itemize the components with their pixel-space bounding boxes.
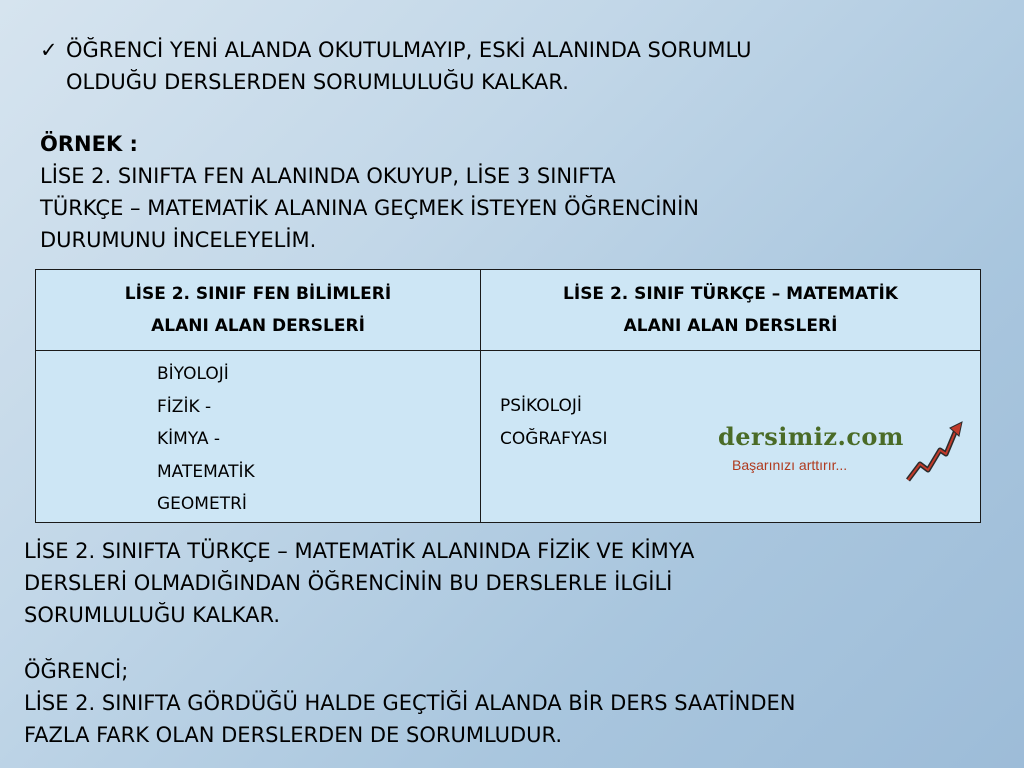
- list-item: GEOMETRİ: [157, 494, 247, 514]
- example-paragraph: [40, 128, 1000, 256]
- col1-cell: [36, 351, 481, 523]
- example-text-2: TÜRKÇE – MATEMATİK ALANINA GEÇMEK İSTEYEN ÖĞRENCİNİN: [40, 196, 700, 220]
- intro-text-1: ÖĞRENCİ YENİ ALANDA OKUTULMAYIP, ESKİ ALANINDA SORUMLU: [66, 38, 752, 62]
- dersimiz-logo: [718, 420, 963, 490]
- student-text-1: LİSE 2. SINIFTA GÖRDÜĞÜ HALDE GEÇTİĞİ ALANDA BİR DERS SAATİNDEN: [24, 691, 796, 715]
- intro-text-2: OLDUĞU DERSLERDEN SORUMLULUĞU KALKAR.: [66, 70, 569, 94]
- logo-subtitle: Başarınızı arttırır...: [732, 457, 848, 473]
- conclusion-paragraph: [24, 535, 1014, 631]
- list-item: FİZİK -: [157, 396, 212, 417]
- table-header-row: [36, 270, 981, 351]
- student-heading: ÖĞRENCİ;: [24, 659, 129, 683]
- checkmark-icon: ✓: [40, 38, 58, 62]
- col2-header-line: LİSE 2. SINIF TÜRKÇE – MATEMATİK: [563, 284, 898, 304]
- conclusion-text-3: SORUMLULUĞU KALKAR.: [24, 603, 281, 627]
- col1-list: [37, 352, 479, 521]
- list-item: PSİKOLOJİ: [500, 396, 582, 416]
- list-item: BİYOLOJİ: [157, 364, 229, 384]
- col1-header-line: ALANI ALAN DERSLERİ: [151, 316, 365, 336]
- col1-header-line: LİSE 2. SINIF FEN BİLİMLERİ: [124, 284, 392, 304]
- example-text-1: LİSE 2. SINIFTA FEN ALANINDA OKUYUP, LİSE 3 SINIFTA: [40, 164, 616, 188]
- list-item: MATEMATİK: [157, 461, 255, 482]
- intro-paragraph: [40, 34, 1000, 98]
- intro-line-1: [40, 34, 1000, 66]
- logo-title: dersimiz.com: [718, 422, 904, 451]
- example-heading: ÖRNEK :: [40, 132, 138, 156]
- student-text-2: FAZLA FARK OLAN DERSLERDEN DE SORUMLUDUR.: [24, 723, 563, 747]
- rising-arrow-icon: [904, 420, 964, 486]
- col1-header: [36, 270, 481, 351]
- list-item: COĞRAFYASI: [500, 428, 608, 449]
- example-text-3: DURUMUNU İNCELEYELİM.: [40, 228, 317, 252]
- col2-header-line: ALANI ALAN DERSLERİ: [623, 316, 838, 336]
- list-item: KİMYA -: [157, 429, 221, 449]
- col2-header: [481, 270, 981, 351]
- student-paragraph: [24, 655, 1014, 751]
- conclusion-text-2: DERSLERİ OLMADIĞINDAN ÖĞRENCİNİN BU DERSLERLE İLGİLİ: [24, 571, 673, 595]
- conclusion-text-1: LİSE 2. SINIFTA TÜRKÇE – MATEMATİK ALANINDA FİZİK VE KİMYA: [24, 539, 695, 563]
